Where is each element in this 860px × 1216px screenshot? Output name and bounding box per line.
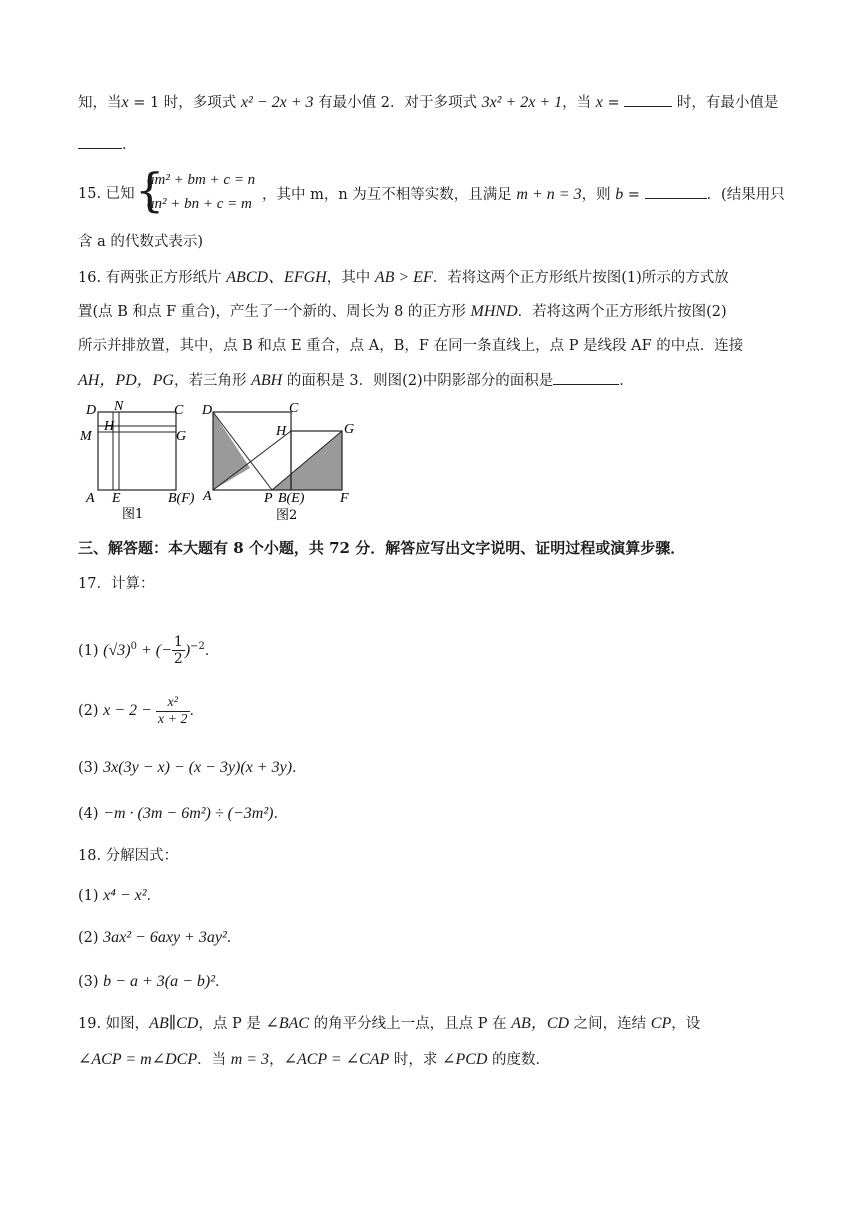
q16-math: AB > EF: [374, 269, 433, 286]
answer-blank: [645, 184, 707, 199]
q19-math: AB∥CD: [149, 1015, 199, 1032]
q15-equation-system: [135, 163, 275, 218]
q17-part-2: [78, 694, 204, 728]
label-h2: H: [276, 424, 287, 439]
figure-2: [201, 401, 354, 523]
label-c: C: [174, 403, 184, 418]
q15-line-1-rest: [262, 184, 785, 205]
exponent: −2: [190, 641, 205, 652]
label-a2: A: [203, 489, 212, 504]
q14-text: 时，有最小值是: [672, 95, 779, 111]
q17-math: ): [184, 641, 191, 659]
q16-text: ，其中: [326, 270, 375, 286]
part-label: (3): [78, 974, 99, 990]
q14-math: x: [121, 94, 129, 111]
q17-text: ．: [189, 703, 205, 719]
q19-text: ，设: [671, 1016, 701, 1032]
q14-text: = 1 时，多项式: [128, 95, 241, 111]
q14-line-2: [78, 134, 137, 155]
q14-text: ．: [122, 137, 137, 153]
q18-part-2: [78, 928, 241, 948]
q16-text: ．若将这两个正方形纸片按图(1)所示的方式放: [432, 270, 729, 286]
q17-math: (√3): [103, 641, 131, 659]
fraction-denominator: 2: [173, 651, 183, 668]
q16-text: 的面积是 3．则图(2)中阴影部分的面积是: [282, 373, 554, 389]
q19-math: ∠ACP = ∠CAP: [283, 1051, 390, 1068]
q19-text: ．当: [197, 1052, 231, 1068]
q19-math: ∠ACP = m∠DCP: [78, 1051, 198, 1068]
q19-text: ，点 P 是: [198, 1016, 266, 1032]
label-c2: C: [289, 401, 299, 416]
q19-text: ，: [269, 1052, 284, 1068]
figure-2-caption: 图2: [276, 508, 298, 523]
q17-text: ．: [292, 760, 307, 776]
q18-text: ．: [215, 974, 230, 990]
q19-math: ∠PCD: [442, 1051, 488, 1068]
q19-math: ∠BAC: [265, 1015, 310, 1032]
shaded-triangle-left: [213, 412, 250, 490]
label-d2: D: [202, 403, 213, 418]
q17-text: ．: [204, 642, 220, 659]
q18-part-1: [78, 886, 161, 906]
q16-math: ABCD、EFGH: [226, 269, 327, 286]
part-label: (2): [78, 703, 99, 719]
q15-math: b: [615, 186, 624, 203]
q15-equation-2: an² + bn + c = m: [147, 196, 252, 212]
q16-math: ABH: [251, 372, 283, 389]
figure-1: [79, 399, 195, 522]
label-e: E: [112, 491, 121, 506]
q17-text: ．: [273, 806, 288, 822]
q19-line-2: [78, 1050, 550, 1070]
q19-math: m = 3: [230, 1051, 270, 1068]
q15-equation-1: am² + bm + c = n: [147, 172, 256, 188]
q15-text: 含 a 的代数式表示): [78, 234, 204, 250]
q16-text: ，若三角形: [174, 373, 252, 389]
answer-blank: [78, 134, 122, 149]
fraction: [172, 634, 185, 667]
q19-math: AB，CD: [511, 1015, 570, 1032]
section-3-heading: [78, 538, 685, 558]
part-label: (1): [78, 642, 99, 659]
q15-text: ，其中 m，n 为互不相等实数，且满足: [262, 187, 517, 203]
q14-line-1: [78, 92, 778, 113]
q16-math: MHND: [470, 303, 518, 320]
label-f2: F: [340, 491, 349, 506]
q19-text: 的度数．: [487, 1052, 551, 1068]
q19-line-1: [78, 1014, 700, 1034]
q15-text: =: [623, 187, 645, 203]
q17-part-3: [78, 758, 307, 778]
figure-1-caption: 图1: [122, 507, 144, 522]
label-h: H: [104, 419, 115, 434]
q17-part-4: [78, 804, 288, 824]
q16-math: AH，PD，PG: [78, 372, 174, 389]
q15-text: ．(结果用只: [706, 187, 785, 203]
q15-math: m + n = 3: [516, 186, 582, 203]
part-label: (4): [78, 806, 99, 822]
q16-line-4: [78, 370, 634, 391]
q16-line-1: [78, 268, 729, 288]
q18-part-3: [78, 972, 230, 992]
q14-math: x: [595, 94, 603, 111]
q18-math: x⁴ − x²: [103, 887, 147, 904]
label-p2: P: [264, 491, 273, 506]
exponent: 0: [130, 641, 137, 652]
q19-text: 之间，连结: [569, 1016, 651, 1032]
q15-text: ，则: [581, 187, 616, 203]
q18-title: [78, 846, 178, 866]
q17-text: 17．计算：: [78, 576, 155, 592]
q14-text: 知，当: [78, 95, 122, 111]
q18-text: ．: [146, 888, 162, 904]
q17-title: [78, 574, 154, 594]
q15-line-1: [78, 184, 135, 204]
answer-blank: [624, 92, 672, 107]
q19-math: CP: [650, 1015, 672, 1032]
q15-line-2: [78, 232, 203, 252]
part-label: (1): [78, 888, 99, 904]
label-g: G: [176, 429, 187, 444]
answer-blank: [553, 370, 619, 385]
q16-text: ．: [619, 373, 634, 389]
brace-symbol: {: [135, 163, 165, 217]
q15-number: 15. 已知: [78, 186, 135, 202]
section-3-title: 三、解答题：本大题有 8 个小题，共 72 分．解答应写出文字说明、证明过程或演算步骤．: [78, 539, 686, 557]
q19-text: 时，求: [389, 1052, 443, 1068]
q14-text: ，当: [562, 95, 596, 111]
q14-math: 3x² + 2x + 1: [481, 94, 563, 111]
q14-math: x² − 2x + 3: [240, 94, 314, 111]
q16-line-3: [78, 336, 743, 356]
q14-text: =: [602, 95, 625, 111]
q17-math: −m · (3m − 6m²) ÷ (−3m²): [103, 805, 274, 822]
label-n: N: [114, 399, 124, 414]
q17-math: x − 2 −: [103, 702, 156, 719]
q16-text: 16. 有两张正方形纸片: [78, 270, 227, 286]
fraction-denominator: x + 2: [157, 711, 188, 727]
q17-math: + (−: [136, 641, 172, 659]
q18-math: 3ax² − 6axy + 3ay²: [103, 929, 227, 946]
label-d: D: [86, 403, 97, 418]
q18-text: 18. 分解因式：: [78, 848, 179, 864]
label-m: M: [80, 429, 92, 444]
label-a: A: [86, 491, 95, 506]
q14-text: 有最小值 2．对于多项式: [313, 95, 482, 111]
part-label: (3): [78, 760, 99, 776]
q18-math: b − a + 3(a − b)²: [103, 973, 215, 990]
fraction-numerator: 1: [173, 634, 183, 651]
fraction-numerator: x²: [156, 695, 190, 712]
q16-text: ．若将这两个正方形纸片按图(2): [517, 304, 727, 320]
fraction: [156, 695, 190, 728]
label-be2: B(E): [278, 491, 305, 506]
q19-text: 19. 如图，: [78, 1016, 150, 1032]
q16-figures: [78, 398, 378, 526]
q17-math: 3x(3y − x) − (x − 3y)(x + 3y): [103, 759, 293, 776]
q16-text: 所示并排放置，其中，点 B 和点 E 重合，点 A，B，F 在同一条直线上，点 P 是线段 AF 的中点．连接: [78, 338, 744, 354]
label-bf: B(F): [168, 491, 195, 506]
part-label: (2): [78, 930, 99, 946]
q17-part-1: [78, 630, 219, 668]
label-g2: G: [344, 422, 355, 437]
q16-line-2: [78, 302, 727, 322]
q16-text: 置(点 B 和点 F 重合)，产生了一个新的、周长为 8 的正方形: [78, 304, 471, 320]
q19-text: 的角平分线上一点，且点 P 在: [309, 1016, 512, 1032]
q18-text: ．: [226, 930, 242, 946]
